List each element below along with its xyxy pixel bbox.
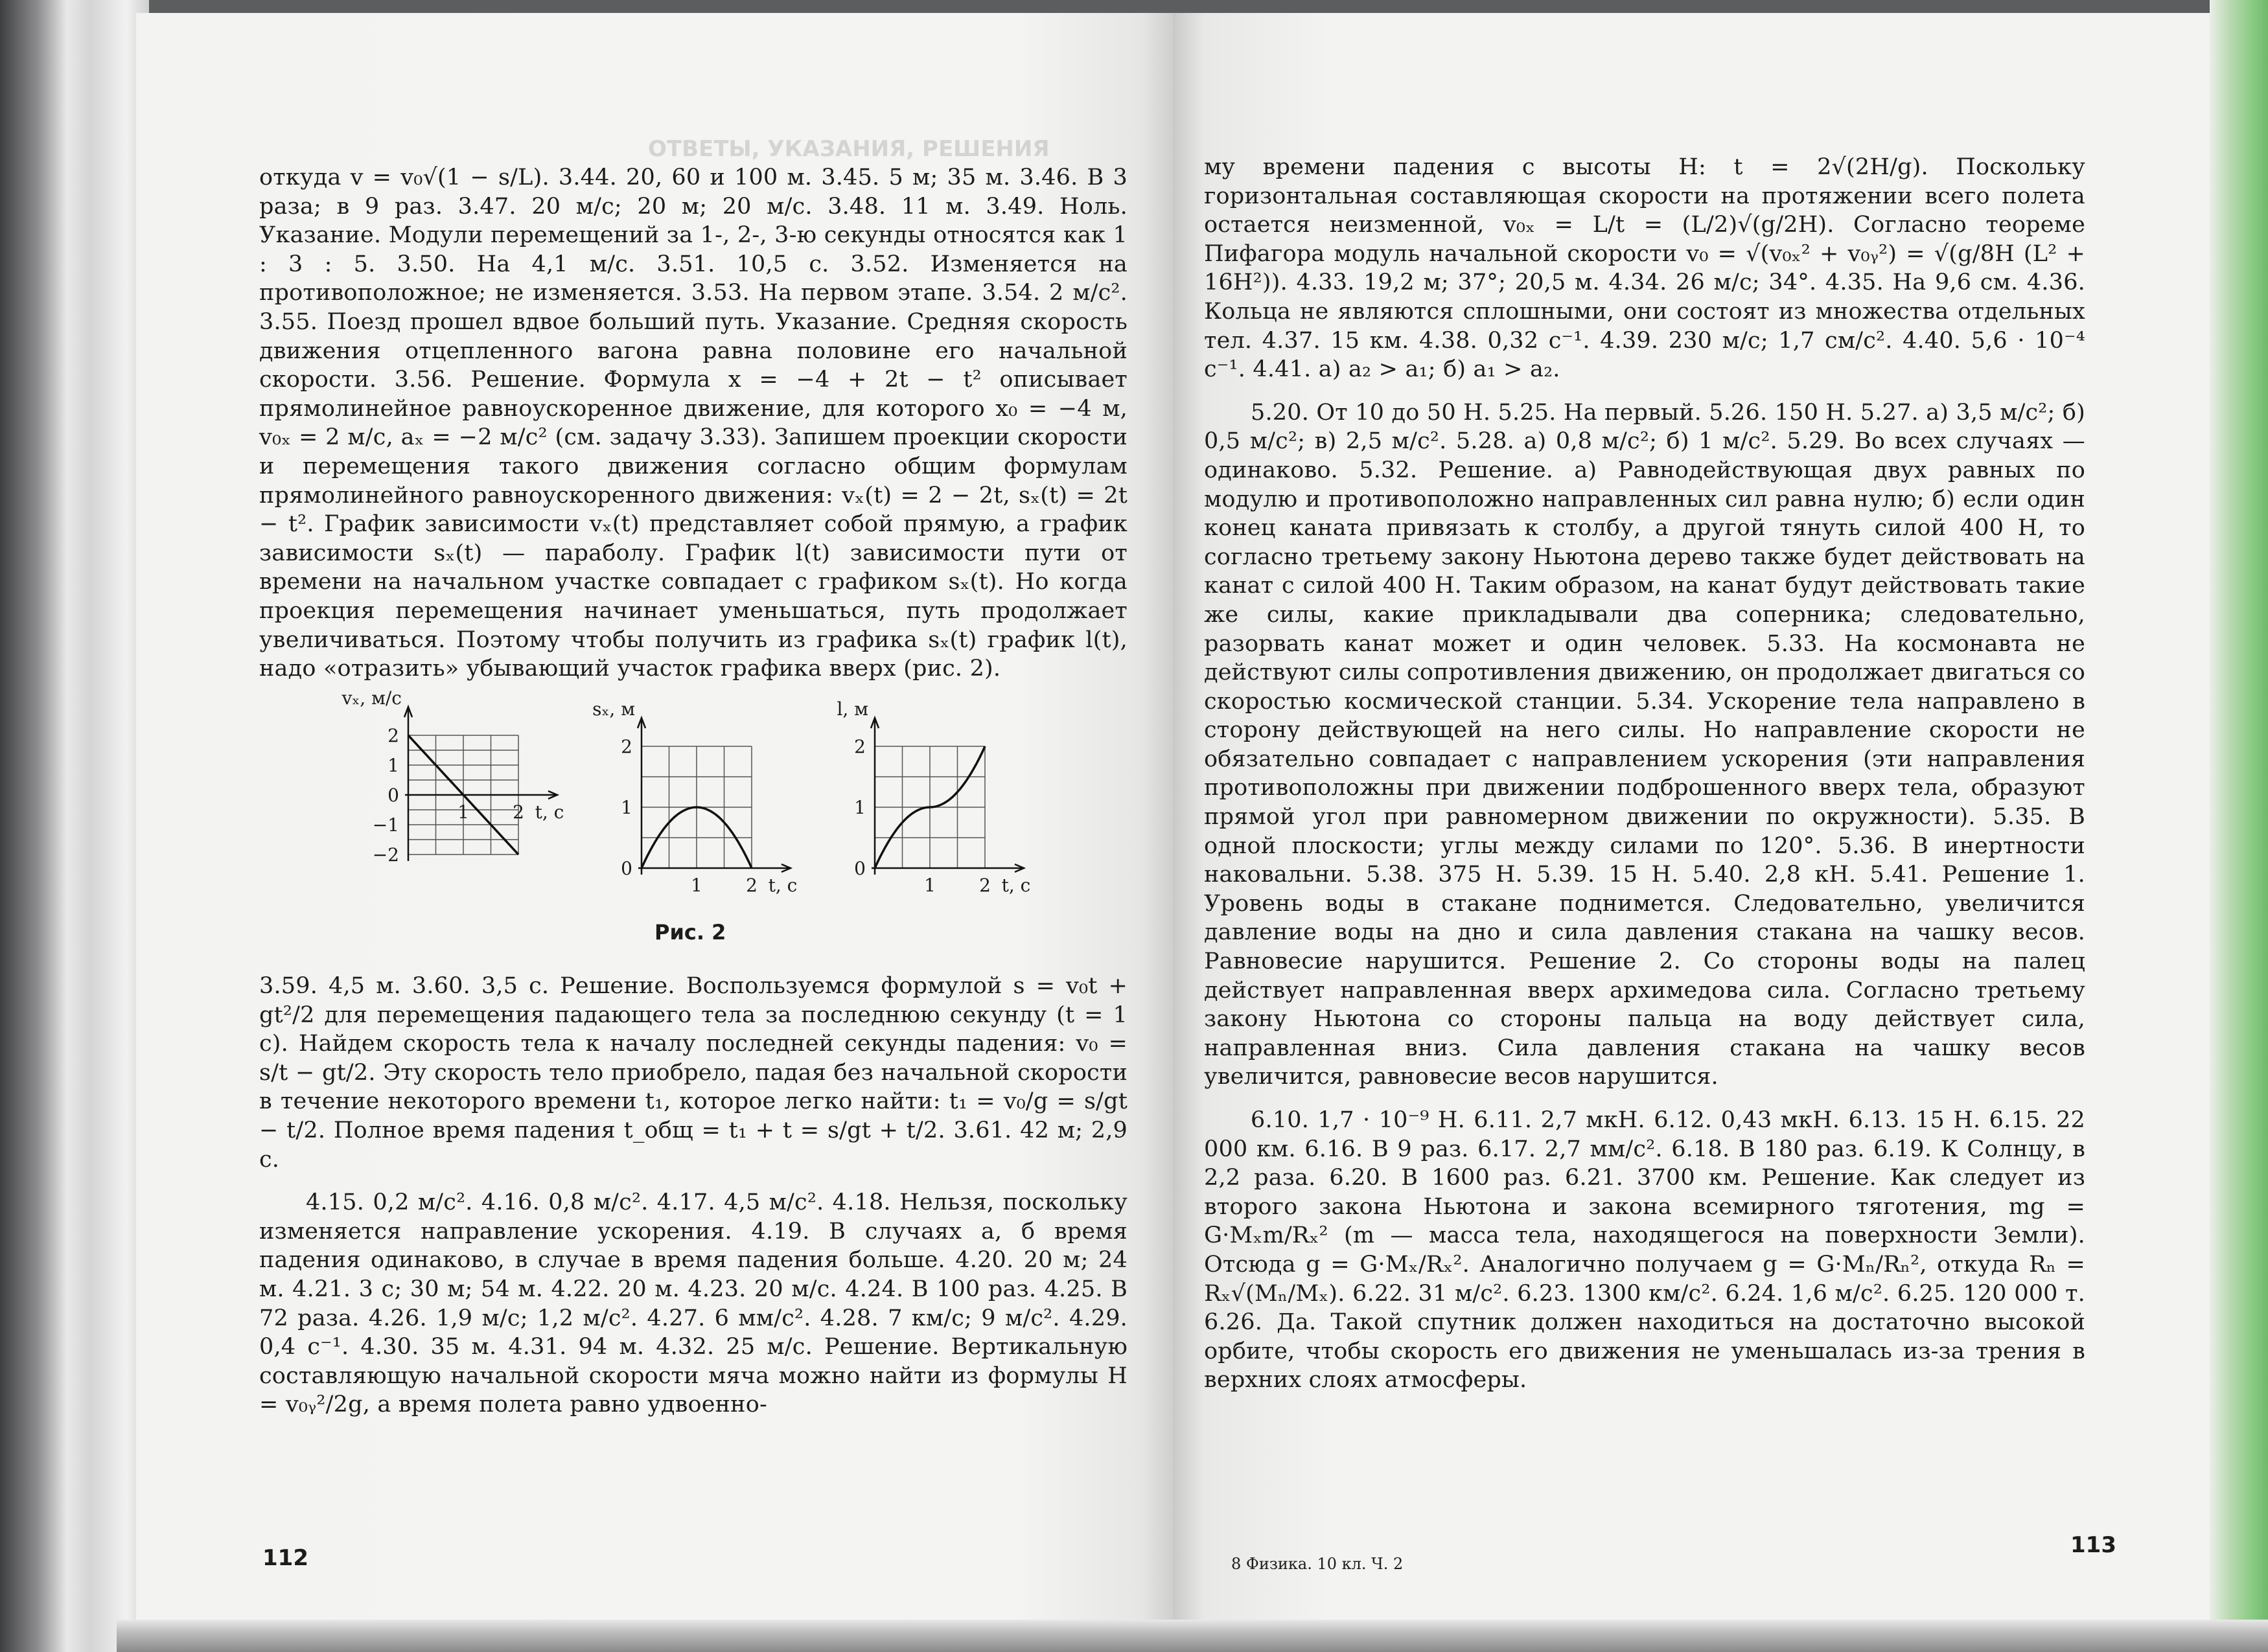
book-page-edges-bottom <box>117 1620 2268 1652</box>
graph-y-tick: 0 <box>388 785 399 806</box>
left-page-text <box>259 163 1128 683</box>
graph-y-label: vₓ, м/с <box>341 687 402 709</box>
graph-x-tick: 2 <box>746 875 758 896</box>
graph-x-tick: 1 <box>691 875 702 896</box>
right-paragraph-2: 5.20. От 10 до 50 Н. 5.25. На первый. 5.26. 150 Н. 5.27. а) 3,5 м/с²; б) 0,5 м/с²; в) 2,5 м/с². 5.28. а) 0,8 м/с²; б) 1 м/с². 5.29. Во всех случаях — одинаково. 5.32. Решение. а) Равнодействующая двух равных по модулю и противоположно направленных сил равна нулю; б) если один конец каната привязать к столбу, а другой тянуть силой 400 Н, то согласно третьему закону Ньютона дерево также будет действовать на канат с силой 400 Н. Таким образом, на канат будут действовать такие же силы, какие прикладывали два соперника; следовательно, разорвать канат может и один человек. 5.33. На космонавта не действуют силы сопротивления движению, он продолжает двигаться со скоростью космической станции. 5.34. Ускорение тела направлено в сторону действующей на него силы. Но направление скорости не обязательно совпадает с направлением ускорения (эти направления противоположны при движении подброшенного вверх тела, образуют прямой угол при равномерном движении по окружности). 5.35. В одной плоскости; углы между силами по 120°. 5.36. В инертности наковальни. 5.38. 375 Н. 5.39. 15 Н. 5.40. 2,8 кН. 5.41. Решение 1. Уровень воды в стакане поднимется. Следовательно, увеличится давление воды на дно и сила давления стакана на чашку весов. Равновесие нарушится. Решение 2. Со стороны воды на палец действует направленная вверх архимедова сила. Согласно третьему закону Ньютона со стороны пальца на воду действует сила, направленная вниз. Сила давления стакана на чашку весов увеличится, равновесие весов нарушится. <box>1204 399 2085 1090</box>
book-cover-edge <box>2210 0 2268 1620</box>
graphs-svg <box>337 687 1082 946</box>
left-page-text-2 <box>259 972 1128 1419</box>
graph-x-tick: 1 <box>924 875 936 896</box>
right-page-text <box>1204 153 2085 1395</box>
graph-x-label: t, c <box>535 801 564 823</box>
graph-x-tick: 1 <box>457 801 469 823</box>
graph-x-label: t, c <box>768 875 798 896</box>
right-paragraph-3: 6.10. 1,7 · 10⁻⁹ Н. 6.11. 2,7 мкН. 6.12. 0,43 мкН. 6.13. 15 Н. 6.15. 22 000 км. 6.16. В 9 раз. 6.17. 2,7 мм/с². 6.18. В 180 раз. 6.19. К Солнцу, в 2,2 раза. 6.20. В 1600 раз. 6.21. 3700 км. Решение. Как следует из второго закона Ньютона и закона всемирного тяготения, mg = G·Mₓm/Rₓ² (m — масса тела, находящегося на поверхности Земли). Отсюда g = G·Mₓ/Rₓ². Аналогично получаем g = G·Mₙ/Rₙ², откуда Rₙ = Rₓ√(Mₙ/Mₓ). 6.22. 31 м/с². 6.23. 1300 км/с². 6.24. 1,6 м/с². 6.25. 120 000 т. 6.26. Да. Такой спутник должен находиться на достаточно высокой орбите, чтобы скорость его движения не уменьшалась из-за трения в верхних слоях атмосферы. <box>1204 1107 2085 1394</box>
book-page-edges-left <box>0 0 149 1652</box>
graph-y-tick: 1 <box>854 797 866 818</box>
page-number-left: 112 <box>262 1545 308 1571</box>
graph-x-label: t, c <box>1001 875 1031 896</box>
graph-y-tick: 0 <box>621 858 632 879</box>
graph-y-tick: 0 <box>854 858 866 879</box>
graph-y-tick: 2 <box>388 725 399 746</box>
figure-2-graphs <box>337 687 1082 946</box>
graph-y-tick: 1 <box>621 797 632 818</box>
graph-x-tick: 2 <box>513 801 524 823</box>
right-paragraph-1: му времени падения с высоты H: t = 2√(2H/g). Поскольку горизонтальная составляющая скорости на протяжении всего полета остается неизменной, v₀ₓ = L/t = (L/2)√(g/2H). Согласно теореме Пифагора модуль начальной скорости v₀ = √(v₀ₓ² + v₀ᵧ²) = √(g/8H (L² + 16H²)). 4.33. 19,2 м; 37°; 20,5 м. 4.34. 26 м/с; 34°. 4.35. На 9,6 см. 4.36. Кольца не являются сплошными, они состоят из множества отдельных тел. 4.37. 15 км. 4.38. 0,32 с⁻¹. 4.39. 230 м/с; 1,7 см/с². 4.40. 5,6 · 10⁻⁴ с⁻¹. 4.41. а) a₂ > a₁; б) a₁ > a₂. <box>1204 154 2085 383</box>
graph-y-label: l, м <box>837 698 868 720</box>
graph-y-label: sₓ, м <box>592 698 635 720</box>
graph-y-tick: 2 <box>854 736 866 757</box>
graph-y-tick: 2 <box>621 736 632 757</box>
left-paragraph-1: откуда v = v₀√(1 − s/L). 3.44. 20, 60 и 100 м. 3.45. 5 м; 35 м. 3.46. В 3 раза; в 9 раз. 3.47. 20 м/с; 20 м; 20 м/с. 3.48. 11 м. 3.49. Ноль. Указание. Модули перемещений за 1-, 2-, 3-ю секунды относятся как 1 : 3 : 5. 3.50. На 4,1 м/с. 3.51. 10,5 с. 3.52. Изменяется на противоположное; не изменяется. 3.53. На первом этапе. 3.54. 2 м/с². 3.55. Поезд прошел вдвое больший путь. Указание. Средняя скорость движения отцепленного вагона равна половине его начальной скорости. 3.56. Решение. Формула x = −4 + 2t − t² описывает прямолинейное равноускоренное движение, для которого x₀ = −4 м, v₀ₓ = 2 м/с, aₓ = −2 м/с² (см. задачу 3.33). Запишем проекции скорости и перемещения такого движения согласно общим формулам прямолинейного равноускоренного движения: vₓ(t) = 2 − 2t, sₓ(t) = 2t − t². График зависимости vₓ(t) представляет собой прямую, а график зависимости sₓ(t) — параболу. График l(t) зависимости пути от времени на начальном участке совпадает с графиком sₓ(t). Но когда проекция перемещения начинает уменьшаться, путь продолжает увеличиваться. Поэтому чтобы получить из графика sₓ(t) график l(t), надо «отразить» убывающий участок графика вверх (рис. 2). <box>259 165 1128 682</box>
graph-y-tick: −1 <box>372 814 399 836</box>
page-footer-note: 8 Физика. 10 кл. Ч. 2 <box>1231 1555 1404 1573</box>
graph-y-tick: 1 <box>388 755 399 776</box>
figure-caption: Рис. 2 <box>654 920 726 945</box>
graph-x-tick: 2 <box>979 875 991 896</box>
bleed-through-header: ОТВЕТЫ, УКАЗАНИЯ, РЕШЕНИЯ <box>648 136 1050 162</box>
graph-y-tick: −2 <box>372 844 399 866</box>
left-paragraph-3: 4.15. 0,2 м/с². 4.16. 0,8 м/с². 4.17. 4,5 м/с². 4.18. Нельзя, поскольку изменяется направление ускорения. 4.19. В случаях а, б время падения одинаково, в случае в время падения больше. 4.20. 20 м; 24 м. 4.21. 3 с; 30 м; 54 м. 4.22. 20 м. 4.23. 20 м/с. 4.24. В 100 раз. 4.25. В 72 раза. 4.26. 1,9 м/с; 1,2 м/с². 4.27. 6 мм/с². 4.28. 7 км/с; 9 м/с². 4.29. 0,4 с⁻¹. 4.30. 35 м. 4.31. 94 м. 4.32. 25 м/с. Решение. Вертикальную составляющую начальной скорости мяча можно найти из формулы H = v₀ᵧ²/2g, а время полета равно удвоенно- <box>259 1189 1128 1418</box>
page-number-right: 113 <box>2070 1532 2116 1558</box>
left-paragraph-2: 3.59. 4,5 м. 3.60. 3,5 с. Решение. Воспользуемся формулой s = v₀t + gt²/2 для перемещения падающего тела за последнюю секунду (t = 1 с). Найдем скорость тела к началу последней секунды падения: v₀ = s/t − gt/2. Эту скорость тело приобрело, падая без начальной скорости в течение некоторого времени t₁, которое легко найти: t₁ = v₀/g = s/gt − t/2. Полное время падения t_общ = t₁ + t = s/gt + t/2. 3.61. 42 м; 2,9 с. <box>259 973 1128 1173</box>
